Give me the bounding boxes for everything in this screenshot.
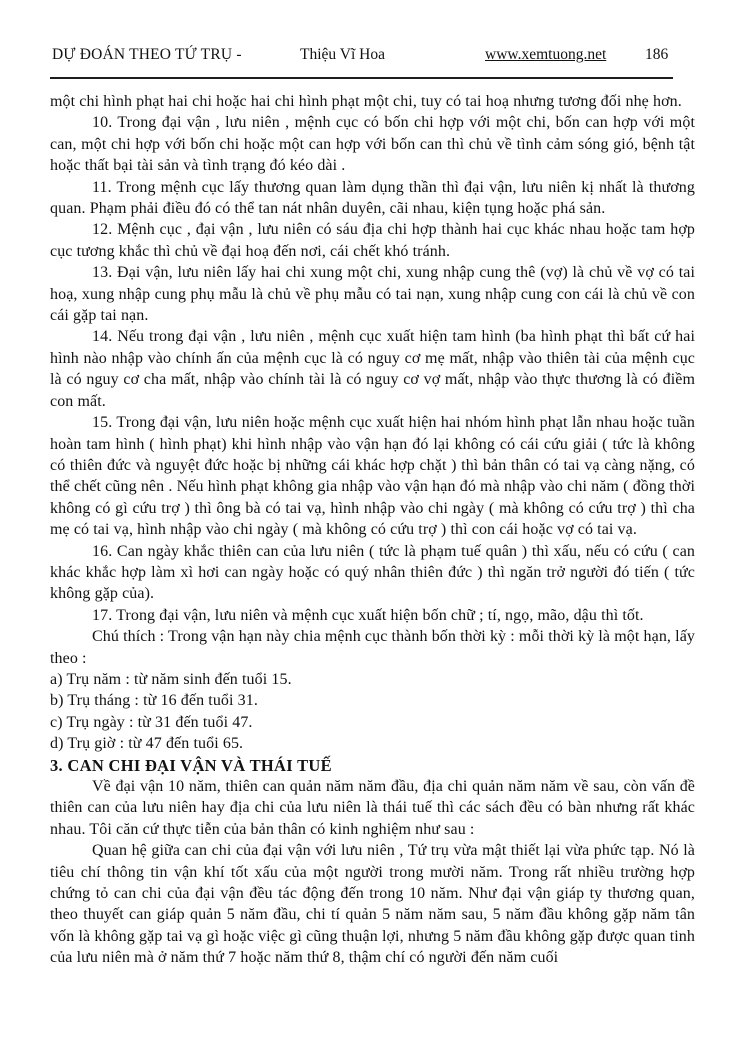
section-heading: 3. CAN CHI ĐẠI VẬN VÀ THÁI TUẾ <box>50 755 332 775</box>
paragraph-item-12: 12. Mệnh cục , đại vận , lưu niên có sáu địa chi hợp thành hai cục khác nhau hoặc tam hợp cục tương khắc thì chủ về đại hoạ đến nơi, cái chết khó tránh. <box>50 221 695 260</box>
paragraph-item-15: 15. Trong đại vận, lưu niên hoặc mệnh cục xuất hiện hai nhóm hình phạt lẫn nhau hoặc tuần hoàn tam hình ( hình phạt) khi hình nhập vào vận hạn đó lại không có cái cứu giải ( tức là không có thiên đức và nguyệt đức hoặc bị những cái khác hợp chặt ) thì bản thân có tai vạ càng nặng, có thể chết cũng nên . Nếu hình phạt không gia nhập vào vận hạn đó mà nhập vào chi năm ( đồng thời không có gì cứu trợ ) thì ông bà có tai vạ, hình nhập vào chi ngày ( mà không có cứu trợ ) thì cha mẹ có tai vạ, hình nhập vào chi ngày ( mà không có cứu trợ ) thì con cái hoặc vợ có tai vạ. <box>50 414 695 539</box>
header-divider <box>50 77 673 79</box>
paragraph-item-11: 11. Trong mệnh cục lấy thương quan làm dụng thần thì đại vận, lưu niên kị nhất là thương quan. Phạm phải điều đó có thể tan nát nhân duyên, cãi nhau, kiện tụng hoặc phá sản. <box>50 178 695 218</box>
page-header <box>0 46 744 72</box>
paragraph-item-13: 13. Đại vận, lưu niên lấy hai chi xung một chi, xung nhập cung thê (vợ) là chủ về vợ có tai hoạ, xung nhập cung phụ mẫu là chủ về phụ mẫu có tai nạn, xung nhập cung con cái là chủ về con cái gặp tai nạn. <box>50 264 695 325</box>
list-item-c: c) Trụ ngày : từ 31 đến tuổi 47. <box>50 713 253 731</box>
paragraph-item-16: 16. Can ngày khắc thiên can của lưu niên ( tức là phạm tuế quân ) thì xấu, nếu có cứu ( can khác khắc hợp làm xì hơi can ngày hoặc có quý nhân thiên đức ) thì ngăn trở người đó tiến ( tức không gặp của). <box>50 542 695 603</box>
paragraph-item-14: 14. Nếu trong đại vận , lưu niên , mệnh cục xuất hiện tam hình (ba hình phạt thì bất cứ hai hình nào nhập vào chính ấn của mệnh cục là có nguy cơ mẹ mất, nhập vào thiên tài của mệnh cục là có nguy cơ cha mất, nhập vào chính tài là có nguy cơ vợ mất, nhập vào thực thương là có điềm con mất. <box>50 328 695 410</box>
list-item-b: b) Trụ tháng : từ 16 đến tuổi 31. <box>50 692 258 710</box>
paragraph-note: Chú thích : Trong vận hạn này chia mệnh cục thành bốn thời kỳ : mỗi thời kỳ là một hạn, lấy theo : <box>50 628 695 667</box>
page-number: 186 <box>645 46 669 63</box>
paragraph-item-17: 17. Trong đại vận, lưu niên và mệnh cục xuất hiện bốn chữ ; tí, ngọ, mão, dậu thì tốt. <box>92 606 644 624</box>
list-item-d: d) Trụ giờ : từ 47 đến tuổi 65. <box>50 735 244 753</box>
paragraph-continuation: một chi hình phạt hai chi hoặc hai chi hình phạt một chi, tuy có tai hoạ nhưng tương đối nhẹ hơn. <box>50 93 682 110</box>
paragraph-section-body: Quan hệ giữa can chi của đại vận với lưu niên , Tứ trụ vừa mật thiết lại vừa phức tạp. Nó là tiêu chí thông tin vận khí tốt xấu của một người trong mười năm. Trong rất nhiều trường hợp chứng tỏ can chi của đại vận đều tác động đến trong 10 năm. Như đại vận giáp ty thương quan, theo thuyết can giáp quản 5 năm đầu, chi tí quản 5 năm năm sau, 5 năm đầu không gặp năm tân vốn là không gặp tai vạ gì hoặc việc gì cũng thuận lợi, nhưng 5 năm đầu không gặp được quan tinh của lưu niên mà ở năm thứ 7 hoặc năm thứ 8, thậm chí có người đến năm cuối <box>50 842 695 967</box>
paragraph-section-intro: Về đại vận 10 năm, thiên can quản năm năm đầu, địa chi quản năm năm về sau, còn vấn đề thiên can của lưu niên hay địa chi của lưu niên là thái tuế thì các sách đều có bàn nhưng rất khác nhau. Tôi căn cứ thực tiễn của bản thân có kinh nghiệm như sau : <box>50 778 695 838</box>
list-item-a: a) Trụ năm : từ năm sinh đến tuổi 15. <box>50 670 292 688</box>
page-body <box>50 91 695 969</box>
paragraph-item-10: 10. Trong đại vận , lưu niên , mệnh cục có bốn chi hợp với một chi, bốn can hợp với một can, một chi hợp với bốn chi hoặc một can hợp với bốn can thì chủ về tình cảm sóng gió, bệnh tật hoặc thất bại tài sản và tình trạng đó kéo dài . <box>50 114 695 175</box>
website-link[interactable]: www.xemtuong.net <box>485 46 607 63</box>
author-name: Thiệu Vĩ Hoa <box>300 46 385 63</box>
book-title: DỰ ĐOÁN THEO TỨ TRỤ - <box>52 46 242 63</box>
